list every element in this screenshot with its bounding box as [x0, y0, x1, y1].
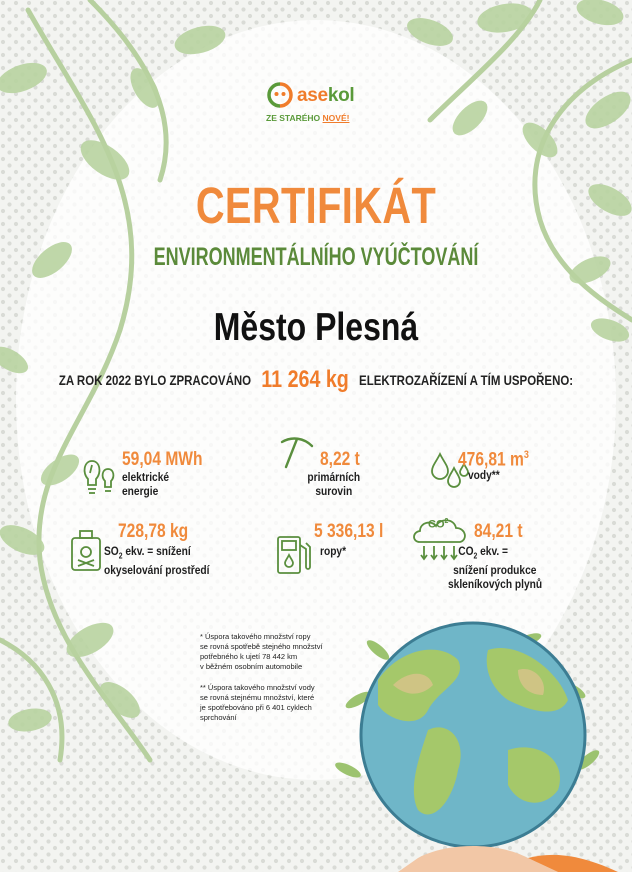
co2-icon-text: $CO^2$ [428, 518, 449, 531]
energy-value: 59,04 MWh [122, 449, 203, 470]
so2-value: 728,78 kg [118, 521, 189, 542]
town-name: Město Plesná [213, 306, 419, 349]
co2-label: $CO_2$ ekv. = snížení produkce skleníkových plynů [448, 544, 543, 592]
statement-prefix: ZA ROK 2022 BYLO ZPRACOVÁNO [58, 372, 252, 388]
recycling-face-logo-icon [266, 81, 294, 109]
materials-value: 8,22 t [320, 449, 360, 470]
asekol-logo [266, 79, 376, 129]
oil-footnote: * Úspora takového množství ropy se rovná spotřebě stejného množství potřebného k ujetí 78 442 km v běžném osobním automobile [200, 632, 323, 671]
earth-globe-illustration [318, 610, 632, 872]
processed-statement [57, 366, 575, 394]
water-footnote: ** Úspora takového množství vody se rovná stejnému množství, které je spotřebováno při 6 401 cyklech sprchování [200, 683, 315, 722]
fuel-pump-icon [274, 533, 314, 577]
oil-value: 5 336,13 l [314, 521, 384, 542]
certificate-title: CERTIFIKÁT [195, 177, 437, 234]
pickaxe-icon [276, 434, 316, 470]
water-value: 476,81 $m^3$ [458, 449, 529, 471]
materials-label: primárních surovin [307, 470, 361, 498]
lightbulb-icon [80, 455, 120, 499]
co2-value: 84,21 t [474, 521, 523, 542]
brand-name: asekol [297, 85, 355, 106]
energy-label: elektrické energie [122, 470, 170, 498]
oil-label: ropy* [320, 544, 347, 558]
water-label: vody** [468, 468, 500, 482]
statement-suffix: ELEKTROZAŘÍZENÍ A TÍM USPOŘENO: [359, 372, 574, 388]
processed-amount: 11 264 kg [261, 366, 349, 393]
certificate-subtitle: ENVIRONMENTÁLNÍHO VYÚČTOVÁNÍ [153, 243, 479, 271]
brand-tagline: ZE STARÉHO NOVÉ! [266, 113, 350, 123]
so2-label: $SO_2$ ekv. = snížení okyselování prostředí [104, 544, 210, 578]
toxic-canister-icon [68, 528, 104, 572]
